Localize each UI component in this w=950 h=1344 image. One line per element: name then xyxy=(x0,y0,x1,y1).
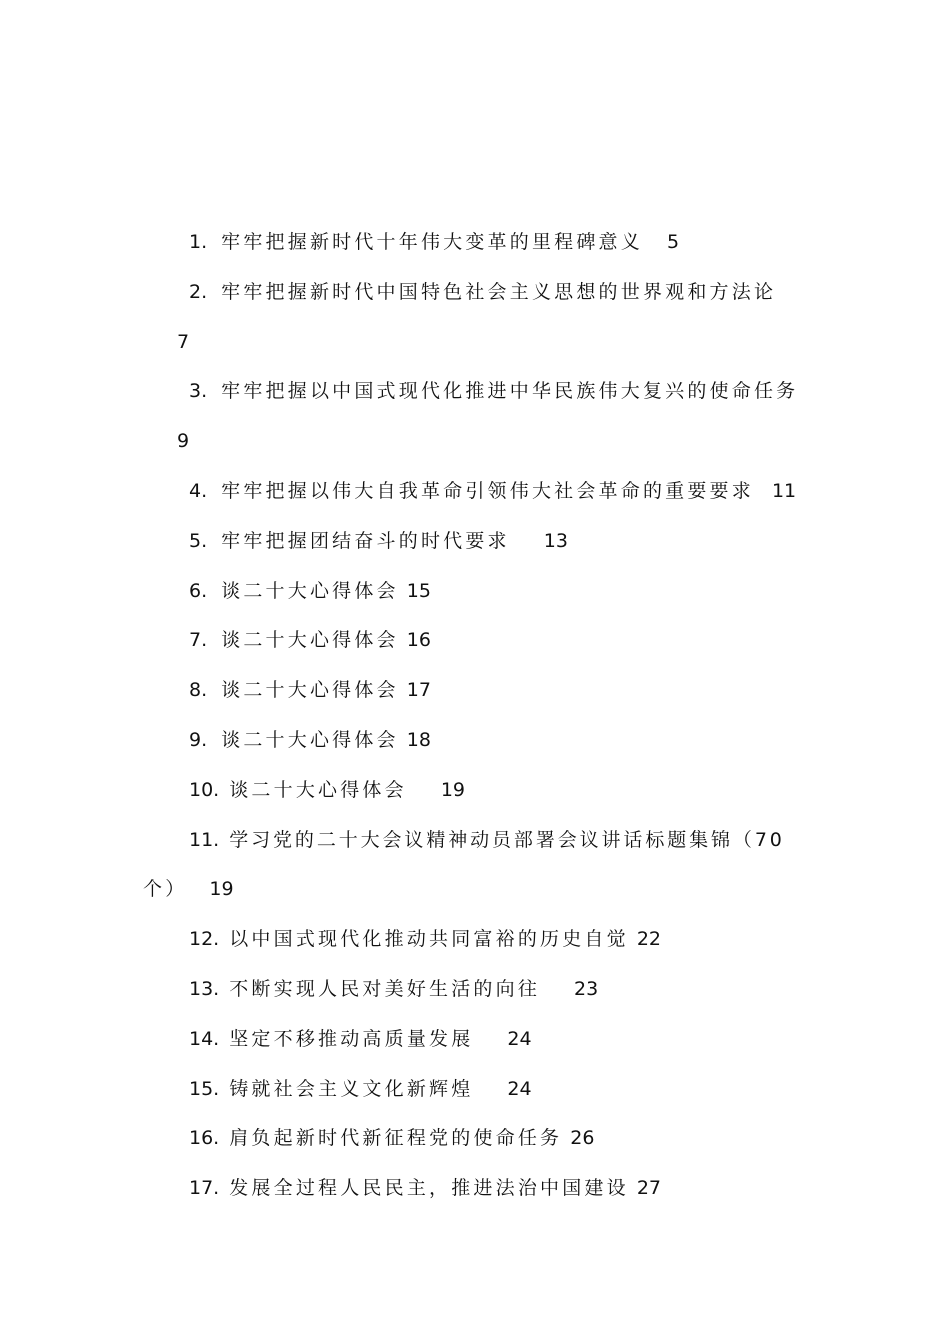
toc-entry-number: 4. xyxy=(189,479,208,502)
toc-entry-title: 谈二十大心得体会 xyxy=(221,679,399,702)
toc-entry-title: 铸就社会主义文化新辉煌 xyxy=(229,1077,474,1100)
toc-entry-title: 牢牢把握团结奋斗的时代要求 xyxy=(221,529,510,552)
toc-entry-number: 8. xyxy=(189,679,208,702)
toc-entry-number: 1. xyxy=(189,231,208,253)
toc-entry-page: 24 xyxy=(507,1027,532,1050)
toc-entry-title: 谈二十大心得体会 xyxy=(229,778,407,801)
toc-entry-4[interactable] xyxy=(143,467,808,517)
toc-entry-number: 15. xyxy=(189,1077,220,1100)
toc-entry-number: 3. xyxy=(189,380,208,403)
toc-entry-number: 6. xyxy=(189,579,208,602)
toc-entry-number: 10. xyxy=(189,778,220,801)
toc-entry-page: 15 xyxy=(406,579,431,602)
toc-entry-title: 学习党的二十大会议精神动员部署会议讲话标题集锦（70 xyxy=(229,828,785,851)
toc-entry-11[interactable] xyxy=(143,816,808,866)
toc-entry-2[interactable] xyxy=(143,268,808,318)
toc-entry-title: 牢牢把握新时代中国特色社会主义思想的世界观和方法论 xyxy=(221,280,777,303)
toc-entry-page: 27 xyxy=(636,1177,662,1200)
toc-entry-title: 牢牢把握新时代十年伟大变革的里程碑意义 xyxy=(221,231,643,253)
toc-entry-3-continuation[interactable] xyxy=(143,417,808,467)
toc-entry-title: 谈二十大心得体会 xyxy=(221,728,399,751)
toc-entry-title: 发展全过程人民民主，推进法治中国建设 xyxy=(229,1177,629,1200)
toc-entry-number: 2. xyxy=(189,280,208,303)
toc-entry-16[interactable] xyxy=(143,1114,808,1164)
toc-entry-page: 23 xyxy=(574,977,599,1000)
toc-entry-title: 牢牢把握以伟大自我革命引领伟大社会革命的重要要求 xyxy=(221,479,754,502)
table-of-contents xyxy=(143,218,808,1214)
toc-entry-9[interactable] xyxy=(143,716,808,766)
toc-entry-13[interactable] xyxy=(143,965,808,1015)
toc-entry-page: 19 xyxy=(440,778,466,801)
toc-entry-page: 16 xyxy=(406,629,431,652)
toc-entry-6[interactable] xyxy=(143,567,808,617)
toc-entry-1[interactable] xyxy=(143,218,808,268)
toc-entry-page: 17 xyxy=(406,679,431,702)
toc-entry-title-tail: 个） xyxy=(143,878,188,901)
toc-entry-15[interactable] xyxy=(143,1065,808,1115)
toc-entry-17[interactable] xyxy=(143,1164,808,1214)
toc-entry-title: 肩负起新时代新征程党的使命任务 xyxy=(229,1127,563,1150)
toc-entry-7[interactable] xyxy=(143,616,808,666)
toc-entry-title: 谈二十大心得体会 xyxy=(221,579,399,602)
toc-entry-number: 7. xyxy=(189,629,208,652)
toc-entry-2-continuation[interactable] xyxy=(143,318,808,368)
toc-entry-title: 牢牢把握以中国式现代化推进中华民族伟大复兴的使命任务 xyxy=(221,380,799,403)
toc-entry-number: 11. xyxy=(189,828,220,851)
toc-entry-number: 5. xyxy=(189,529,208,552)
toc-entry-number: 13. xyxy=(189,977,220,1000)
toc-entry-title: 坚定不移推动高质量发展 xyxy=(229,1027,474,1050)
toc-entry-page: 11 xyxy=(771,479,797,502)
toc-entry-page: 5 xyxy=(666,231,680,253)
toc-entry-page: 26 xyxy=(570,1127,595,1150)
toc-entry-title: 以中国式现代化推动共同富裕的历史自觉 xyxy=(229,928,629,951)
toc-entry-page: 13 xyxy=(543,529,568,552)
toc-entry-number: 14. xyxy=(189,1027,220,1050)
toc-entry-12[interactable] xyxy=(143,915,808,965)
toc-entry-number: 9. xyxy=(189,728,208,751)
toc-entry-14[interactable] xyxy=(143,1015,808,1065)
toc-entry-10[interactable] xyxy=(143,766,808,816)
toc-entry-5[interactable] xyxy=(143,517,808,567)
toc-entry-11-continuation[interactable] xyxy=(143,865,808,915)
toc-entry-3[interactable] xyxy=(143,367,808,417)
toc-entry-number: 17. xyxy=(189,1177,220,1200)
toc-entry-title: 谈二十大心得体会 xyxy=(221,629,399,652)
toc-entry-page: 7 xyxy=(177,330,190,353)
toc-entry-page: 19 xyxy=(209,878,234,901)
toc-entry-page: 9 xyxy=(177,430,190,453)
toc-entry-8[interactable] xyxy=(143,666,808,716)
toc-entry-page: 18 xyxy=(406,728,431,751)
toc-entry-number: 16. xyxy=(189,1127,220,1150)
toc-entry-page: 24 xyxy=(507,1077,532,1100)
toc-entry-title: 不断实现人民对美好生活的向往 xyxy=(229,977,541,1000)
toc-entry-page: 22 xyxy=(636,928,662,951)
toc-entry-number: 12. xyxy=(189,928,220,951)
